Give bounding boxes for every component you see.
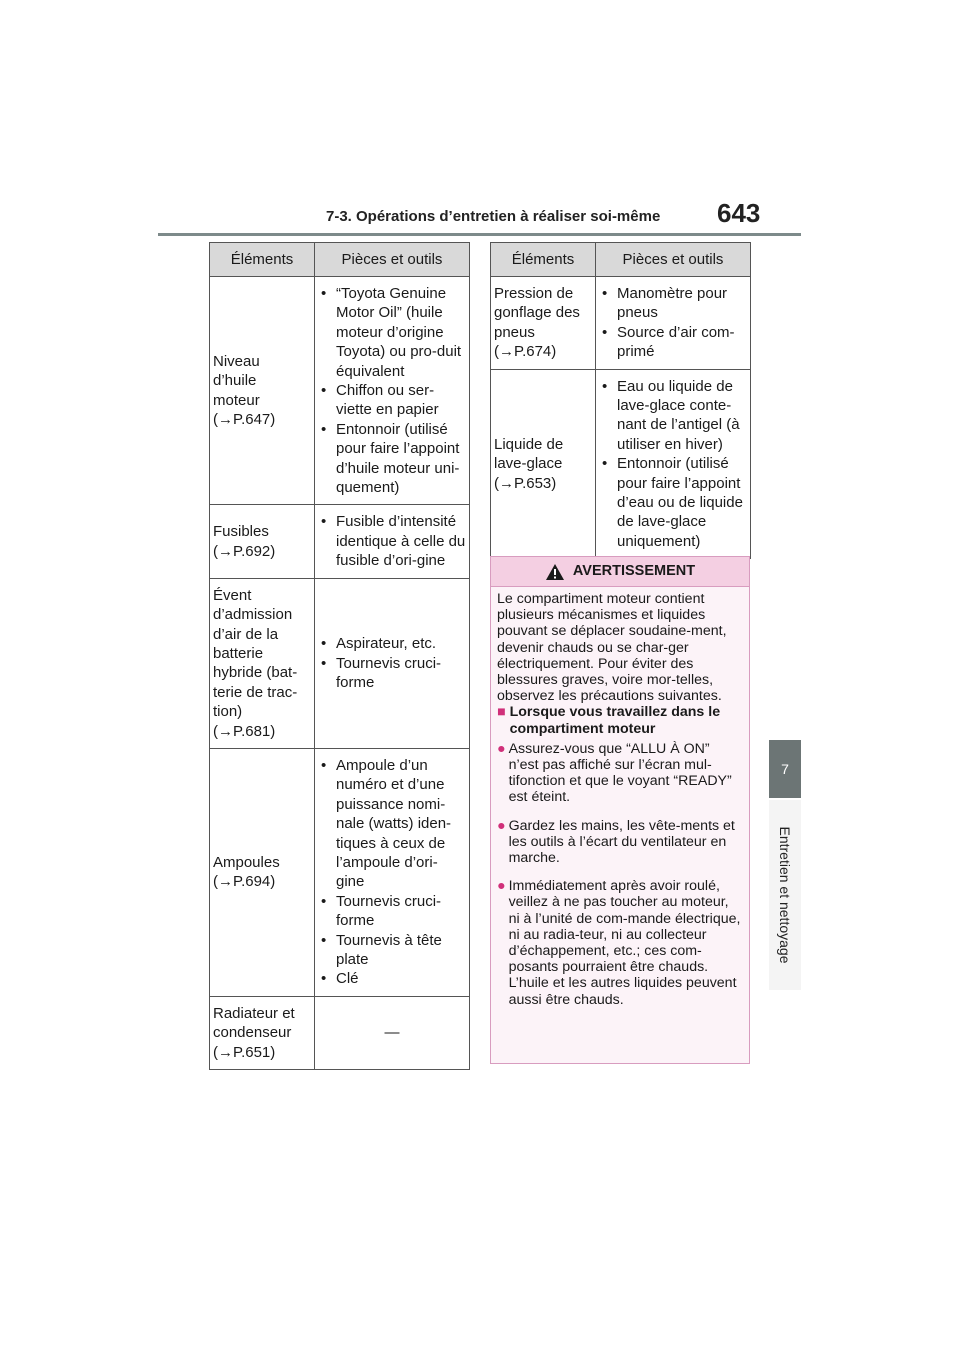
- maintenance-table-right: [490, 242, 751, 559]
- table-row: [210, 277, 470, 505]
- maintenance-table-left: [209, 242, 470, 1070]
- tool-item: • Chiffon ou ser-viette en papier: [318, 381, 466, 420]
- table-row: [491, 369, 751, 559]
- chapter-tab-label: Entretien et nettoyage: [777, 826, 793, 964]
- warning-subheading-text: Lorsque vous travaillez dans le compartiment moteur: [509, 704, 721, 737]
- tool-item: • Manomètre pour pneus: [599, 284, 747, 323]
- warning-item-text: Gardez les mains, les vête-ments et les outils à l’écart du ventilateur en marche.: [508, 817, 735, 867]
- tool-item: • Clé: [318, 969, 466, 988]
- tool-item: • Ampoule d’un numéro et d’une puissance nomi-nale (watts) iden-tiques à ceux de l’ampoule d’ori-gine: [318, 756, 466, 892]
- tool-item: • Aspirateur, etc.: [318, 634, 466, 653]
- warning-item: [497, 741, 741, 806]
- table-row: [210, 748, 470, 996]
- element-cell: Radiateur et condenseur (→P.651): [210, 996, 315, 1069]
- section-title: 7-3. Opérations d’entretien à réaliser soi-même: [326, 208, 661, 225]
- tool-item: • Fusible d’intensité identique à celle du fusible d’ori-gine: [318, 512, 466, 570]
- warning-triangle-icon: [545, 563, 565, 581]
- column-header-tools: Pièces et outils: [596, 243, 751, 277]
- warning-item-text: Immédiatement après avoir roulé, veillez à ne pas toucher au moteur, ni à l’unité de com-mande électrique, ni au radia-teur, ni au collecteur d’échappement, etc.; ces com-posants pourraient être chauds. L’huile et les autres liquides peuvent aussi être chauds.: [508, 878, 741, 1008]
- column-header-elements: Éléments: [491, 243, 596, 277]
- tool-item: • Tournevis cruci-forme: [318, 654, 466, 693]
- chapter-tab-number: 7: [769, 740, 801, 798]
- element-cell: Niveau d’huile moteur (→P.647): [210, 277, 315, 505]
- tool-item: • Eau ou liquide de lave-glace conte-nant de l’antigel (à utiliser en hiver): [599, 377, 747, 455]
- element-cell: Liquide de lave-glace (→P.653): [491, 369, 596, 559]
- circle-bullet-icon: ●: [497, 817, 506, 834]
- column-header-elements: Éléments: [210, 243, 315, 277]
- tool-item: • Entonnoir (utilisé pour faire l’appoint d’huile moteur uni-quement): [318, 420, 466, 498]
- tool-item: • Source d’air com-primé: [599, 323, 747, 362]
- circle-bullet-icon: ●: [497, 740, 506, 757]
- tool-item: • Tournevis à tête plate: [318, 931, 466, 970]
- square-bullet-icon: ■: [497, 704, 506, 721]
- table-row: [210, 578, 470, 748]
- element-cell: Pression de gonflage des pneus (→P.674): [491, 277, 596, 370]
- warning-item-text: Assurez-vous que “ALLU À ON” n’est pas affiché sur l’écran mul-tifonction et que le voyant “READY” est éteint.: [508, 740, 732, 806]
- element-cell: Fusibles (→P.692): [210, 505, 315, 578]
- tool-item: • “Toyota Genuine Motor Oil” (huile moteur d’origine Toyota) ou pro-duit équivalent: [318, 284, 466, 381]
- warning-body: [491, 587, 749, 1008]
- tools-cell: [596, 277, 751, 370]
- tools-cell: [315, 505, 470, 578]
- element-cell: Évent d’admission d’air de la batterie hybride (bat- terie de trac- tion) (→P.681): [210, 578, 315, 748]
- tools-cell: [315, 578, 470, 748]
- warning-item: [497, 878, 741, 1008]
- header-divider: [158, 233, 801, 236]
- circle-bullet-icon: ●: [497, 878, 506, 895]
- tools-cell: [596, 369, 751, 559]
- tool-item: • Tournevis cruci-forme: [318, 892, 466, 931]
- element-cell: Ampoules (→P.694): [210, 748, 315, 996]
- table-row: [210, 996, 470, 1069]
- warning-intro: Le compartiment moteur contient plusieurs mécanismes et liquides pouvant se déplacer soudaine-ment, devenir chauds ou se char-ger électriquement. Pour éviter des blessures graves, voire mor-telles, observez les précautions suivantes.: [497, 591, 727, 705]
- tools-cell: [315, 277, 470, 505]
- table-row: [491, 277, 751, 370]
- warning-subheading: [497, 704, 741, 736]
- warning-header: [491, 557, 749, 587]
- warning-title: AVERTISSEMENT: [572, 563, 696, 580]
- tools-cell: [315, 748, 470, 996]
- warning-box: [490, 556, 750, 1064]
- column-header-tools: Pièces et outils: [315, 243, 470, 277]
- tool-item: • Entonnoir (utilisé pour faire l’appoint d’eau ou de liquide de lave-glace uniquement): [599, 454, 747, 551]
- table-row: [210, 505, 470, 578]
- warning-item: [497, 818, 741, 867]
- page-number: 643: [717, 198, 761, 228]
- tools-cell-empty: —: [315, 996, 470, 1069]
